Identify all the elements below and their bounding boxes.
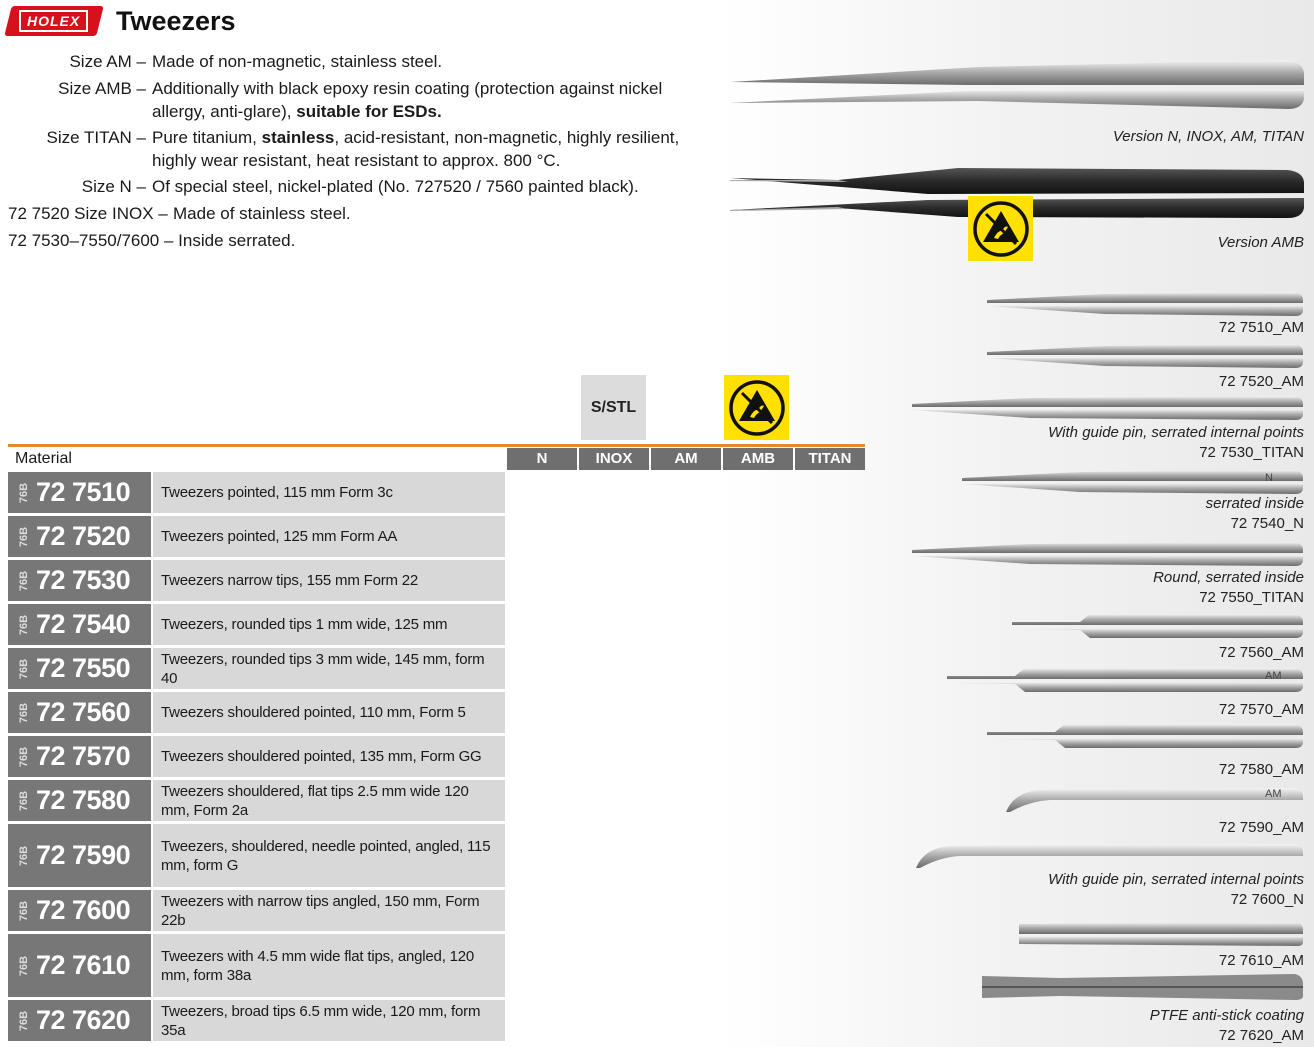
tweezers-image [1015,918,1305,950]
image-article-code: 72 7550_TITAN [1199,589,1304,606]
desc-text-titan-2: highly wear resistant, heat resistant to approx. 800 °C. [152,151,561,170]
article-number-cell [8,516,151,557]
tweezers-image [1000,782,1305,814]
desc-text-am: Made of non-magnetic, stainless steel. [152,52,443,71]
table-row [8,472,505,516]
image-caption: With guide pin, serrated internal points [1048,424,1304,441]
tweezers-image [980,970,1305,1002]
big2-caption: Version AMB [1217,234,1304,251]
esd-warning-icon [972,200,1030,258]
image-article-code: 72 7560_AM [1218,644,1304,661]
tweezers-image [910,392,1305,424]
image-caption: PTFE anti-stick coating [1149,1007,1304,1024]
table-row [8,934,505,1000]
product-name: Tweezers, rounded tips 1 mm wide, 125 mm [153,604,505,645]
table-row [8,560,505,604]
tweezers-image [985,340,1305,372]
table-row [8,780,505,824]
esd-warning-icon [728,379,786,437]
image-article-code: 72 7540_N [1230,515,1304,532]
page-ref: 76B [18,790,31,811]
col-header-n: N [505,448,577,470]
image-article-code: 72 7610_AM [1218,952,1304,969]
product-name: Tweezers, broad tips 6.5 mm wide, 120 mm, form 35a [153,1000,505,1041]
desc-text-n: Of special steel, nickel-plated (No. 727520 / 7560 painted black). [152,177,639,196]
image-article-code: 72 7510_AM [1218,319,1304,336]
article-number-cell [8,890,151,931]
page-ref: 76B [18,570,31,591]
article-number: 72 7600 [36,895,131,925]
product-name: Tweezers pointed, 115 mm Form 3c [153,472,505,513]
article-number: 72 7570 [36,741,131,771]
page-ref: 76B [18,845,31,866]
esd-badge-image [968,196,1033,261]
desc-text-amb-2: allergy, anti-glare), suitable for ESDs. [152,102,442,121]
sstl-badge: S/STL [581,375,646,440]
article-number: 72 7580 [36,785,131,815]
article-number-cell [8,736,151,777]
page-ref: 76B [18,482,31,503]
product-name: Tweezers narrow tips, 155 mm Form 22 [153,560,505,601]
col-header-am: AM [649,448,721,470]
page-ref: 76B [18,746,31,767]
product-name: Tweezers with 4.5 mm wide flat tips, angled, 120 mm, form 38a [153,934,505,997]
table-row [8,1000,505,1044]
article-number-cell [8,560,151,601]
product-name: Tweezers shouldered, flat tips 2.5 mm wide 120 mm, Form 2a [153,780,505,821]
article-number-cell [8,648,151,689]
article-number: 72 7560 [36,697,131,727]
tweezers-image [985,720,1305,752]
page-ref: 76B [18,900,31,921]
image-article-code: 72 7580_AM [1218,761,1304,778]
table-row [8,604,505,648]
tweezers-stamp: AM [1265,788,1282,800]
tweezers-image [910,838,1305,870]
image-article-code: 72 7570_AM [1218,701,1304,718]
table-row [8,692,505,736]
tweezers-stamp: AM [1265,670,1282,682]
page-title: Tweezers [116,6,236,36]
col-header-inox: INOX [577,448,649,470]
tweezers-image [910,538,1305,570]
table-top-rule [8,444,865,447]
desc-label-am: Size AM – [69,52,146,71]
big1-caption: Version N, INOX, AM, TITAN [1112,128,1304,145]
table-row [8,648,505,692]
page-ref: 76B [18,526,31,547]
image-article-code: 72 7530_TITAN [1199,444,1304,461]
article-number: 72 7590 [36,840,131,870]
table-row [8,736,505,780]
desc-text-inox: Made of stainless steel. [173,204,351,223]
image-caption: With guide pin, serrated internal points [1048,871,1304,888]
image-article-code: 72 7590_AM [1218,819,1304,836]
logo-text: HOLEX [19,10,88,32]
article-number-cell [8,780,151,821]
desc-label-titan: Size TITAN – [46,128,146,147]
product-name: Tweezers pointed, 125 mm Form AA [153,516,505,557]
page-ref: 76B [18,1010,31,1031]
desc-label-amb: Size AMB – [58,79,146,98]
tweezers-large-silver-image [728,55,1308,125]
page-ref: 76B [18,955,31,976]
holex-logo [4,6,103,36]
col-header-titan: TITAN [793,448,865,470]
article-number: 72 7540 [36,609,131,639]
esd-badge [724,375,789,440]
article-number-cell [8,604,151,645]
table-row [8,824,505,890]
page-ref: 76B [18,614,31,635]
tweezers-image [1010,610,1305,642]
desc-text-titan-1: Pure titanium, stainless, acid-resistant, non-magnetic, highly resilient, [152,128,680,147]
image-caption: serrated inside [1205,495,1304,512]
image-article-code: 72 7520_AM [1218,373,1304,390]
product-name: Tweezers with narrow tips angled, 150 mm, Form 22b [153,890,505,931]
article-number-cell [8,472,151,513]
product-name: Tweezers shouldered pointed, 110 mm, Form 5 [153,692,505,733]
article-number: 72 7620 [36,1005,131,1035]
article-number-cell [8,1000,151,1041]
product-name: Tweezers shouldered pointed, 135 mm, Form GG [153,736,505,777]
col-header-amb: AMB [721,448,793,470]
article-number: 72 7510 [36,477,131,507]
tweezers-image [985,288,1305,320]
article-number: 72 7610 [36,950,131,980]
product-name: Tweezers, shouldered, needle pointed, angled, 115 mm, form G [153,824,505,887]
article-number-cell [8,692,151,733]
product-name: Tweezers, rounded tips 3 mm wide, 145 mm, form 40 [153,648,505,689]
article-number: 72 7550 [36,653,131,683]
table-row [8,890,505,934]
article-number: 72 7530 [36,565,131,595]
image-article-code: 72 7620_AM [1218,1027,1304,1044]
desc-text-amb-1: Additionally with black epoxy resin coating (protection against nickel [152,79,663,98]
page-ref: 76B [18,702,31,723]
desc-serrated-note: 72 7530–7550/7600 – Inside serrated. [8,231,296,250]
article-number-cell [8,934,151,997]
article-number-cell [8,824,151,887]
table-row [8,516,505,560]
tweezers-stamp: N [1265,472,1273,484]
desc-label-inox: 72 7520 Size INOX – [8,204,168,223]
material-header: Material [8,448,505,470]
desc-label-n: Size N – [81,177,146,196]
tweezers-image [945,664,1305,696]
page-ref: 76B [18,658,31,679]
article-number: 72 7520 [36,521,131,551]
image-article-code: 72 7600_N [1230,891,1304,908]
image-caption: Round, serrated inside [1153,569,1304,586]
